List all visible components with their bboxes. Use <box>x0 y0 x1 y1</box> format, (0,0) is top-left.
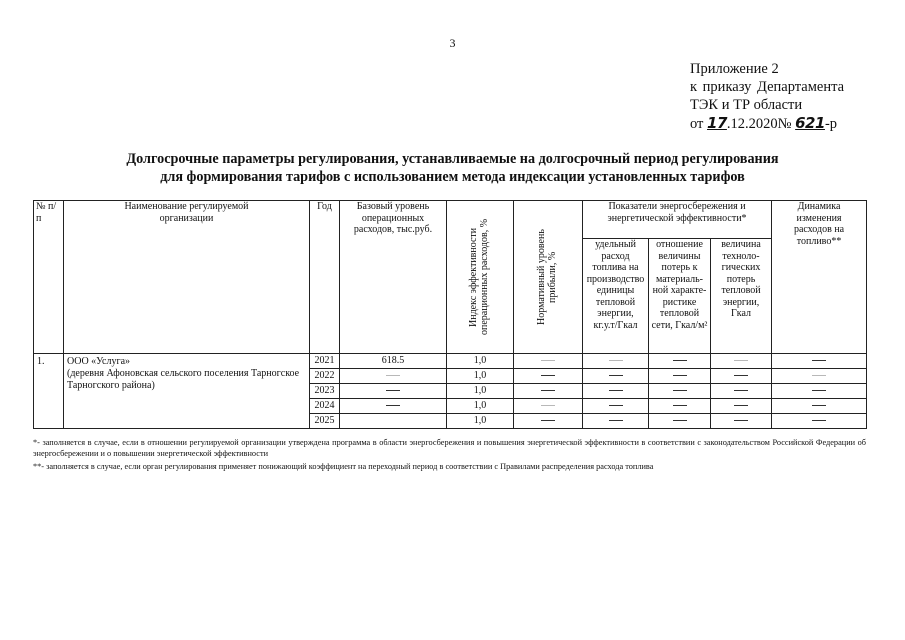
title-line-2: для формирования тарифов с использованием метода индексации установленных тарифов <box>160 169 745 185</box>
dash-mark <box>734 390 748 391</box>
tech-losses-cell <box>711 384 772 399</box>
fuel-cell <box>583 399 649 414</box>
base-cell <box>340 414 447 429</box>
title-line-1: Долгосрочные параметры регулирования, устанавливаемые на долгосрочный период регулирования <box>126 151 779 167</box>
fuel-cell <box>583 354 649 369</box>
dash-mark <box>812 375 826 376</box>
header-year: Год <box>310 201 340 354</box>
dynamics-cell <box>772 354 867 369</box>
dash-mark <box>812 360 826 361</box>
header-indicators: Показатели энергосбережения и энергетической эффективности* <box>583 201 772 239</box>
org-number: 1. <box>34 354 64 429</box>
dash-mark <box>541 375 555 376</box>
dash-mark <box>609 390 623 391</box>
tech-losses-cell <box>711 354 772 369</box>
order-number-handwritten: 621 <box>795 114 825 132</box>
dash-mark <box>541 405 555 406</box>
parameters-table <box>33 200 867 429</box>
footnote-2: **- заполняется в случае, если орган регулирования применяет понижающий коэффициент на переходный период в соответствии с Правилами распределения расхода топлива <box>33 462 654 471</box>
dash-mark <box>673 390 687 391</box>
header-org: Наименование регулируемой организации <box>64 201 310 354</box>
dash-mark <box>609 405 623 406</box>
table-row <box>34 354 867 369</box>
appendix-header <box>690 60 844 133</box>
dash-mark <box>386 405 400 406</box>
org-detail: (деревня Афоновская сельского поселения Тарногское Тарногского района) <box>67 368 300 391</box>
year-cell: 2025 <box>310 414 340 429</box>
header-row-1 <box>34 201 867 239</box>
dash-mark <box>541 360 555 361</box>
dash-mark <box>673 375 687 376</box>
dynamics-cell <box>772 384 867 399</box>
header-profit: Нормативный уровень прибыли, % <box>514 201 583 354</box>
order-date-mid: .12.2020№ <box>726 116 796 132</box>
header-base: Базовый уровень операционных расходов, тыс.руб. <box>340 201 447 354</box>
order-date-prefix: от <box>690 116 708 132</box>
page-number: 3 <box>449 36 456 50</box>
dash-mark <box>734 360 748 361</box>
index-cell: 1,0 <box>447 399 514 414</box>
dash-mark <box>812 420 826 421</box>
base-cell <box>340 384 447 399</box>
profit-cell <box>514 399 583 414</box>
document-title <box>40 150 865 186</box>
dash-mark <box>541 420 555 421</box>
profit-cell <box>514 369 583 384</box>
year-cell: 2021 <box>310 354 340 369</box>
dash-mark <box>812 405 826 406</box>
profit-cell <box>514 354 583 369</box>
appendix-line-1: Приложение 2 <box>690 61 779 77</box>
header-sub-losses-ratio: отношение величины потерь к материаль-ной характе-ристике тепловой сети, Гкал/м² <box>649 239 711 354</box>
org-name: ООО «Услуга» <box>67 356 131 367</box>
dash-mark <box>812 390 826 391</box>
profit-cell <box>514 414 583 429</box>
dash-mark <box>386 375 400 376</box>
order-suffix: -р <box>824 116 838 132</box>
header-index: Индекс эффективности операционных расходов, % <box>447 201 514 354</box>
dash-mark <box>673 405 687 406</box>
dash-mark <box>609 360 623 361</box>
losses-ratio-cell <box>649 414 711 429</box>
year-cell: 2023 <box>310 384 340 399</box>
dash-mark <box>386 390 400 391</box>
tech-losses-cell <box>711 414 772 429</box>
index-cell: 1,0 <box>447 384 514 399</box>
dash-mark <box>609 375 623 376</box>
fuel-cell <box>583 414 649 429</box>
org-name-cell <box>64 354 310 429</box>
tech-losses-cell <box>711 369 772 384</box>
index-cell: 1,0 <box>447 354 514 369</box>
year-cell: 2024 <box>310 399 340 414</box>
tech-losses-cell <box>711 399 772 414</box>
index-cell: 1,0 <box>447 414 514 429</box>
footnote-1: *- заполняется в случае, если в отношении регулируемой организации утверждена программа в области энергосбережения и повышения энергетической эффективности в соответствии с законодательством Российской Федерации об энергосбережении и о повышении энергетической эффективности <box>33 438 866 458</box>
dash-mark <box>673 360 687 361</box>
header-sub-fuel: удельный расход топлива на производство единицы тепловой энергии, кг.у.т/Гкал <box>583 239 649 354</box>
order-day-handwritten: 17 <box>707 114 727 132</box>
base-cell <box>340 369 447 384</box>
year-cell: 2022 <box>310 369 340 384</box>
header-dynamics: Динамика изменения расходов на топливо** <box>772 201 867 354</box>
dash-mark <box>541 390 555 391</box>
fuel-cell <box>583 369 649 384</box>
appendix-line-2: к приказу Департамента <box>690 79 845 95</box>
dynamics-cell <box>772 399 867 414</box>
dash-mark <box>734 405 748 406</box>
index-cell: 1,0 <box>447 369 514 384</box>
fuel-cell <box>583 384 649 399</box>
dash-mark <box>734 420 748 421</box>
losses-ratio-cell <box>649 369 711 384</box>
appendix-line-3: ТЭК и ТР области <box>690 97 803 113</box>
appendix-line-4 <box>690 114 844 133</box>
profit-cell <box>514 384 583 399</box>
header-num: № п/п <box>34 201 64 354</box>
dash-mark <box>673 420 687 421</box>
losses-ratio-cell <box>649 354 711 369</box>
base-cell: 618.5 <box>340 354 447 369</box>
dash-mark <box>734 375 748 376</box>
header-sub-tech-losses: величина техноло-гических потерь тепловой энергии, Гкал <box>711 239 772 354</box>
dynamics-cell <box>772 369 867 384</box>
dynamics-cell <box>772 414 867 429</box>
base-cell <box>340 399 447 414</box>
losses-ratio-cell <box>649 399 711 414</box>
losses-ratio-cell <box>649 384 711 399</box>
dash-mark <box>609 420 623 421</box>
